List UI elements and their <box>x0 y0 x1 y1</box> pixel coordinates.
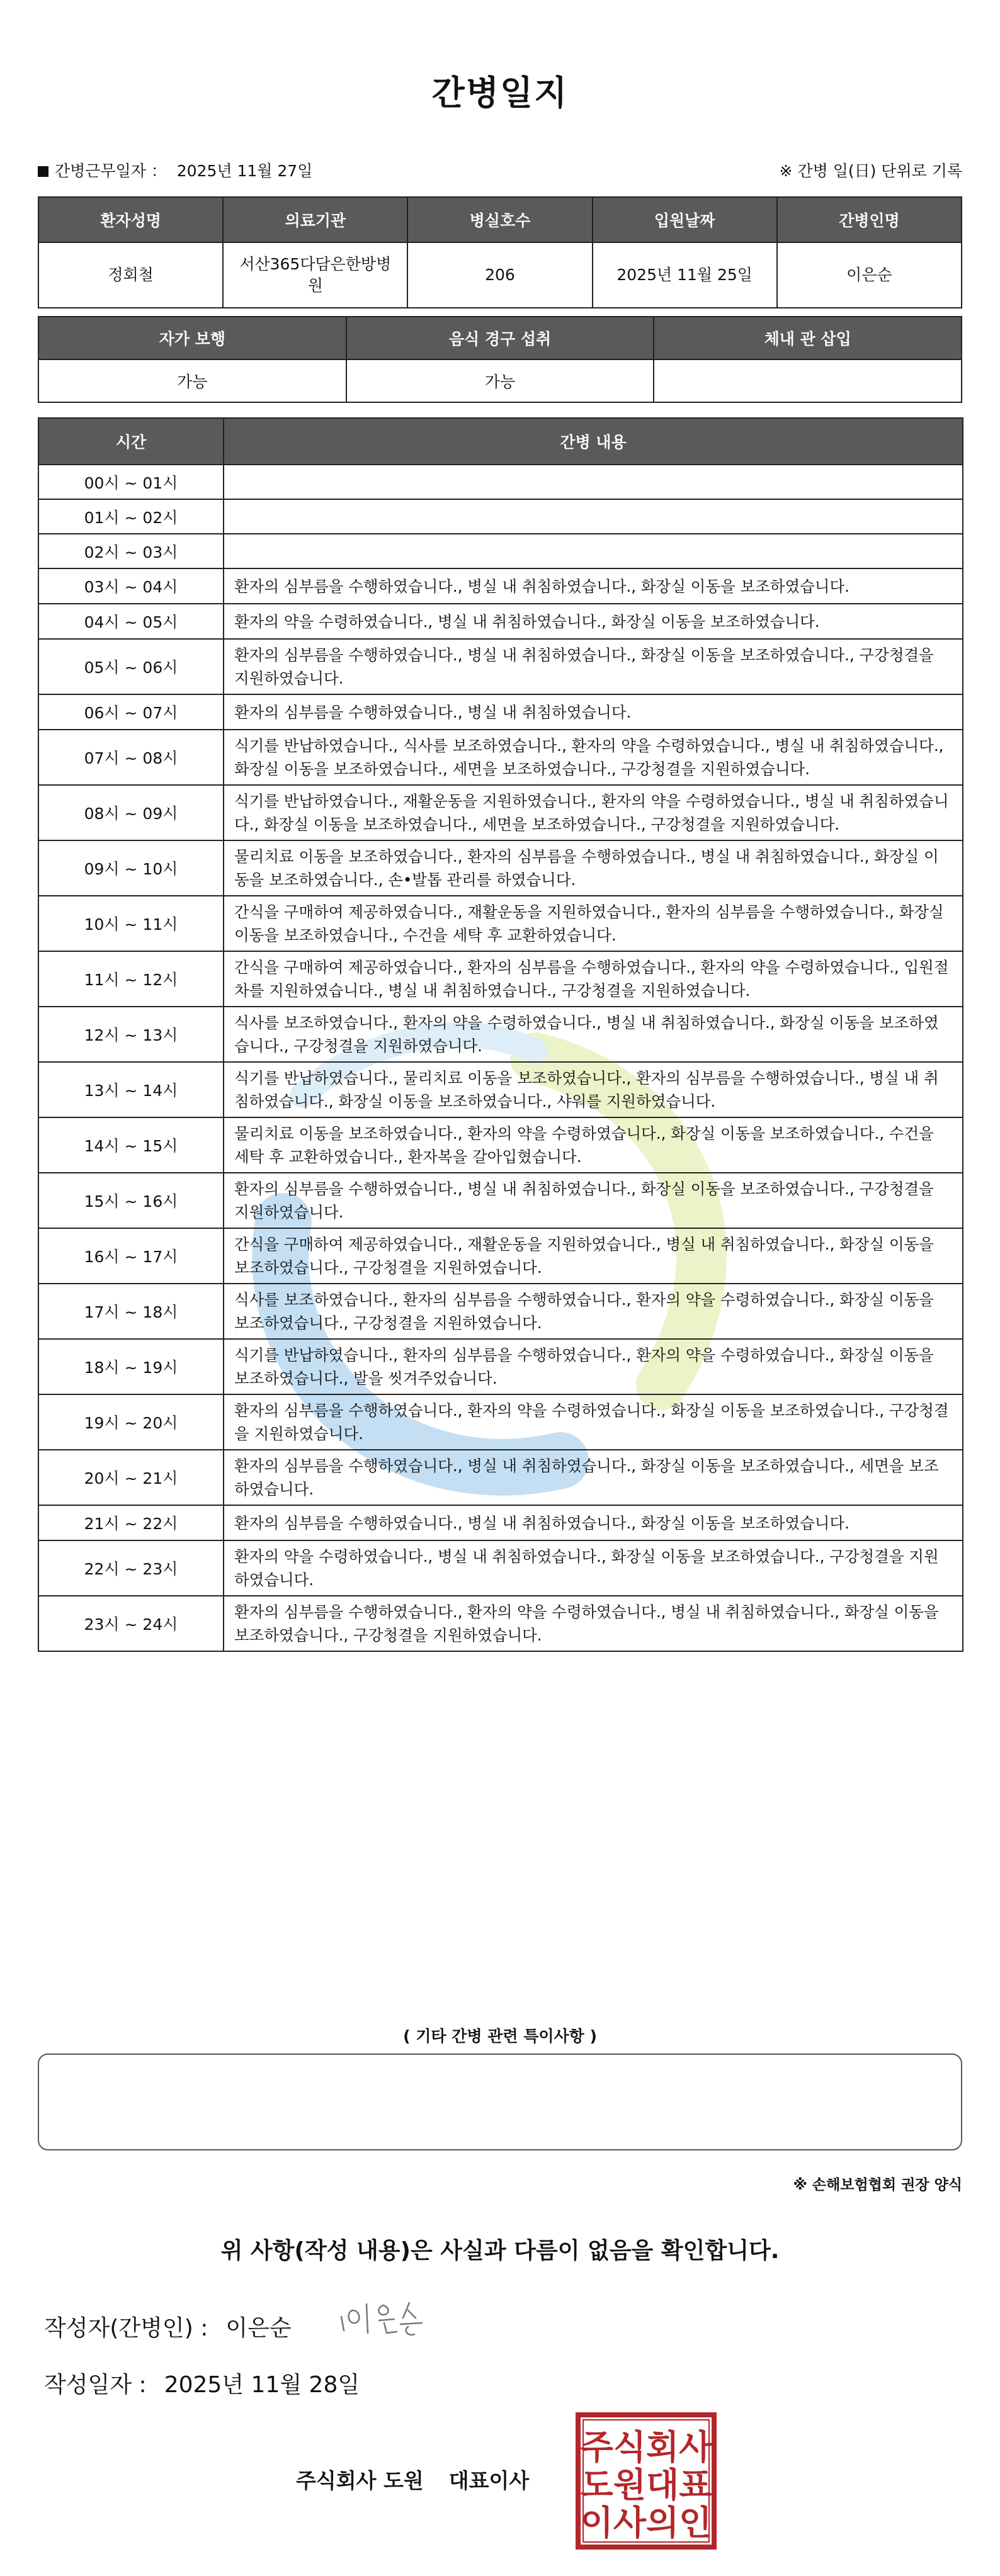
care-content: 간식을 구매하여 제공하였습니다., 재활운동을 지원하였습니다., 환자의 심부름을 수행하였습니다., 화장실 이동을 보조하였습니다., 수건을 세탁 후 교환하였습니다. <box>224 896 963 951</box>
writer-name: 이은순 <box>225 2315 292 2341</box>
written-date-value: 2025년 11월 28일 <box>164 2372 360 2398</box>
time-slot: 22시 ~ 23시 <box>38 1540 224 1596</box>
written-date-line <box>44 2367 360 2399</box>
header-admission-date: 입원날짜 <box>593 197 777 242</box>
table-row <box>38 1450 963 1505</box>
time-slot: 20시 ~ 21시 <box>38 1450 224 1505</box>
table-row <box>38 568 963 604</box>
table-row <box>38 499 963 534</box>
notes-title: ( 기타 간병 관련 특이사항 ) <box>403 2027 597 2045</box>
time-slot: 07시 ~ 08시 <box>38 730 224 785</box>
time-slot: 03시 ~ 04시 <box>38 568 224 604</box>
table-row <box>38 1394 963 1450</box>
confirmation-statement: 위 사항(작성 내용)은 사실과 다름이 없음을 확인합니다. <box>220 2238 780 2264</box>
notes-box <box>38 2053 962 2150</box>
header-room: 병실호수 <box>407 197 592 242</box>
company-name: 주식회사 도원 <box>296 2468 424 2493</box>
table-row <box>38 1596 963 1651</box>
header-patient-name: 환자성명 <box>38 197 223 242</box>
table-row <box>38 785 963 840</box>
header-time: 시간 <box>38 418 224 465</box>
table-row <box>38 951 963 1007</box>
header-oral-intake: 음식 경구 섭취 <box>346 317 654 359</box>
care-log-table <box>38 417 963 1652</box>
table-row <box>38 896 963 951</box>
patient-info-table <box>38 196 962 308</box>
care-content <box>224 465 963 499</box>
header-tube-insertion: 체내 관 삽입 <box>654 317 962 359</box>
time-slot: 12시 ~ 13시 <box>38 1007 224 1062</box>
care-content: 환자의 약을 수령하였습니다., 병실 내 취침하였습니다., 화장실 이동을 보조하였습니다. <box>224 604 963 639</box>
care-content: 식사를 보조하였습니다., 환자의 약을 수령하였습니다., 병실 내 취침하였습니다., 화장실 이동을 보조하였습니다., 구강청결을 지원하였습니다. <box>224 1007 963 1062</box>
table-row <box>38 694 963 730</box>
time-slot: 05시 ~ 06시 <box>38 639 224 694</box>
time-slot: 01시 ~ 02시 <box>38 499 224 534</box>
table-row <box>38 1007 963 1062</box>
document-title: 간병일지 <box>431 73 569 113</box>
care-date-label: 간병근무일자 ： <box>55 162 167 180</box>
time-slot: 18시 ~ 19시 <box>38 1339 224 1394</box>
table-row <box>38 1339 963 1394</box>
writer-label: 작성자(간병인) : <box>44 2315 208 2341</box>
company-representative: 대표이사 <box>448 2468 530 2493</box>
table-row <box>38 1284 963 1339</box>
time-slot: 23시 ~ 24시 <box>38 1596 224 1651</box>
table-row <box>38 1062 963 1117</box>
time-slot: 08시 ~ 09시 <box>38 785 224 840</box>
patient-name: 정회철 <box>38 242 223 308</box>
time-slot: 04시 ~ 05시 <box>38 604 224 639</box>
care-date-value: 2025년 11월 27일 <box>176 162 313 180</box>
table-row <box>38 1228 963 1284</box>
time-slot: 06시 ~ 07시 <box>38 694 224 730</box>
admission-date: 2025년 11월 25일 <box>593 242 777 308</box>
table-row <box>38 1540 963 1596</box>
time-slot: 15시 ~ 16시 <box>38 1173 224 1228</box>
header-hospital: 의료기관 <box>223 197 407 242</box>
patient-status-table <box>38 316 962 403</box>
table-row <box>38 465 963 499</box>
svg-text:이사의인: 이사의인 <box>580 2503 712 2543</box>
care-content: 환자의 심부름을 수행하였습니다., 환자의 약을 수령하였습니다., 화장실 이동을 보조하였습니다., 구강청결을 지원하였습니다. <box>224 1394 963 1450</box>
time-slot: 21시 ~ 22시 <box>38 1505 224 1540</box>
time-slot: 16시 ~ 17시 <box>38 1228 224 1284</box>
care-content: 환자의 심부름을 수행하였습니다., 병실 내 취침하였습니다. <box>224 694 963 730</box>
unit-note: ※ 간병 일(日) 단위로 기록 <box>779 162 962 180</box>
care-content: 환자의 약을 수령하였습니다., 병실 내 취침하였습니다., 화장실 이동을 보조하였습니다., 구강청결을 지원하였습니다. <box>224 1540 963 1596</box>
caregiver-name: 이은순 <box>777 242 962 308</box>
care-content: 물리치료 이동을 보조하였습니다., 환자의 심부름을 수행하였습니다., 병실 내 취침하였습니다., 화장실 이동을 보조하였습니다., 손•발톱 관리를 하였습니다. <box>224 840 963 896</box>
company-line <box>296 2465 529 2494</box>
time-slot: 09시 ~ 10시 <box>38 840 224 896</box>
table-row <box>38 1173 963 1228</box>
care-content: 환자의 심부름을 수행하였습니다., 환자의 약을 수령하였습니다., 병실 내 취침하였습니다., 화장실 이동을 보조하였습니다., 구강청결을 지원하였습니다. <box>224 1596 963 1651</box>
time-slot: 02시 ~ 03시 <box>38 534 224 568</box>
care-content: 식기를 반납하였습니다., 재활운동을 지원하였습니다., 환자의 약을 수령하였습니다., 병실 내 취침하였습니다., 화장실 이동을 보조하였습니다., 세면을 보조하였습니다., 구강청결을 지원하였습니다. <box>224 785 963 840</box>
care-content: 환자의 심부름을 수행하였습니다., 병실 내 취침하였습니다., 화장실 이동을 보조하였습니다., 구강청결을 지원하였습니다. <box>224 639 963 694</box>
time-slot: 00시 ~ 01시 <box>38 465 224 499</box>
writer-line <box>44 2310 292 2342</box>
svg-text:주식회사: 주식회사 <box>580 2427 712 2467</box>
recommended-form-note: ※ 손해보험협회 권장 양식 <box>793 2177 962 2193</box>
time-slot: 17시 ~ 18시 <box>38 1284 224 1339</box>
header-caregiver: 간병인명 <box>777 197 962 242</box>
written-date-label: 작성일자 : <box>44 2372 147 2398</box>
care-content: 식기를 반납하였습니다., 물리치료 이동을 보조하였습니다., 환자의 심부름을 수행하였습니다., 병실 내 취침하였습니다., 화장실 이동을 보조하였습니다., 샤워를 지원하였습니다. <box>224 1062 963 1117</box>
time-slot: 11시 ~ 12시 <box>38 951 224 1007</box>
care-log-rows <box>38 465 963 1651</box>
header-care-content: 간병 내용 <box>224 418 963 465</box>
care-content: 환자의 심부름을 수행하였습니다., 병실 내 취침하였습니다., 화장실 이동을 보조하였습니다. <box>224 1505 963 1540</box>
tube-insertion-value <box>654 359 962 402</box>
table-row <box>38 730 963 785</box>
company-seal-stamp-icon <box>574 2411 718 2551</box>
handwritten-signature-icon <box>334 2291 447 2342</box>
table-row <box>38 604 963 639</box>
care-date-line <box>38 159 312 181</box>
square-bullet-icon <box>38 166 48 177</box>
svg-text:도원대표: 도원대표 <box>580 2465 712 2505</box>
time-slot: 14시 ~ 15시 <box>38 1117 224 1173</box>
care-content: 식기를 반납하였습니다., 식사를 보조하였습니다., 환자의 약을 수령하였습니다., 병실 내 취침하였습니다., 화장실 이동을 보조하였습니다., 세면을 보조하였습니다., 구강청결을 지원하였습니다. <box>224 730 963 785</box>
care-content: 물리치료 이동을 보조하였습니다., 환자의 약을 수령하였습니다., 화장실 이동을 보조하였습니다., 수건을 세탁 후 교환하였습니다., 환자복을 갈아입혔습니다. <box>224 1117 963 1173</box>
hospital-name: 서산365다담은한방병원 <box>223 242 407 308</box>
care-content: 간식을 구매하여 제공하였습니다., 환자의 심부름을 수행하였습니다., 환자의 약을 수령하였습니다., 입원절차를 지원하였습니다., 병실 내 취침하였습니다., 구강청결을 지원하였습니다. <box>224 951 963 1007</box>
care-content <box>224 534 963 568</box>
time-slot: 10시 ~ 11시 <box>38 896 224 951</box>
header-self-walking: 자가 보행 <box>38 317 346 359</box>
care-content: 식사를 보조하였습니다., 환자의 심부름을 수행하였습니다., 환자의 약을 수령하였습니다., 화장실 이동을 보조하였습니다., 구강청결을 지원하였습니다. <box>224 1284 963 1339</box>
care-content <box>224 499 963 534</box>
care-content: 식기를 반납하였습니다., 환자의 심부름을 수행하였습니다., 환자의 약을 수령하였습니다., 화장실 이동을 보조하였습니다., 발을 씻겨주었습니다. <box>224 1339 963 1394</box>
care-content: 환자의 심부름을 수행하였습니다., 병실 내 취침하였습니다., 화장실 이동을 보조하였습니다. <box>224 568 963 604</box>
time-slot: 19시 ~ 20시 <box>38 1394 224 1450</box>
care-content: 간식을 구매하여 제공하였습니다., 재활운동을 지원하였습니다., 병실 내 취침하였습니다., 화장실 이동을 보조하였습니다., 구강청결을 지원하였습니다. <box>224 1228 963 1284</box>
care-content: 환자의 심부름을 수행하였습니다., 병실 내 취침하였습니다., 화장실 이동을 보조하였습니다., 구강청결을 지원하였습니다. <box>224 1173 963 1228</box>
table-row <box>38 639 963 694</box>
room-number: 206 <box>407 242 592 308</box>
self-walking-value: 가능 <box>38 359 346 402</box>
table-row <box>38 840 963 896</box>
oral-intake-value: 가능 <box>346 359 654 402</box>
table-row <box>38 1505 963 1540</box>
care-content: 환자의 심부름을 수행하였습니다., 병실 내 취침하였습니다., 화장실 이동을 보조하였습니다., 세면을 보조하였습니다. <box>224 1450 963 1505</box>
time-slot: 13시 ~ 14시 <box>38 1062 224 1117</box>
table-row <box>38 534 963 568</box>
table-row <box>38 1117 963 1173</box>
